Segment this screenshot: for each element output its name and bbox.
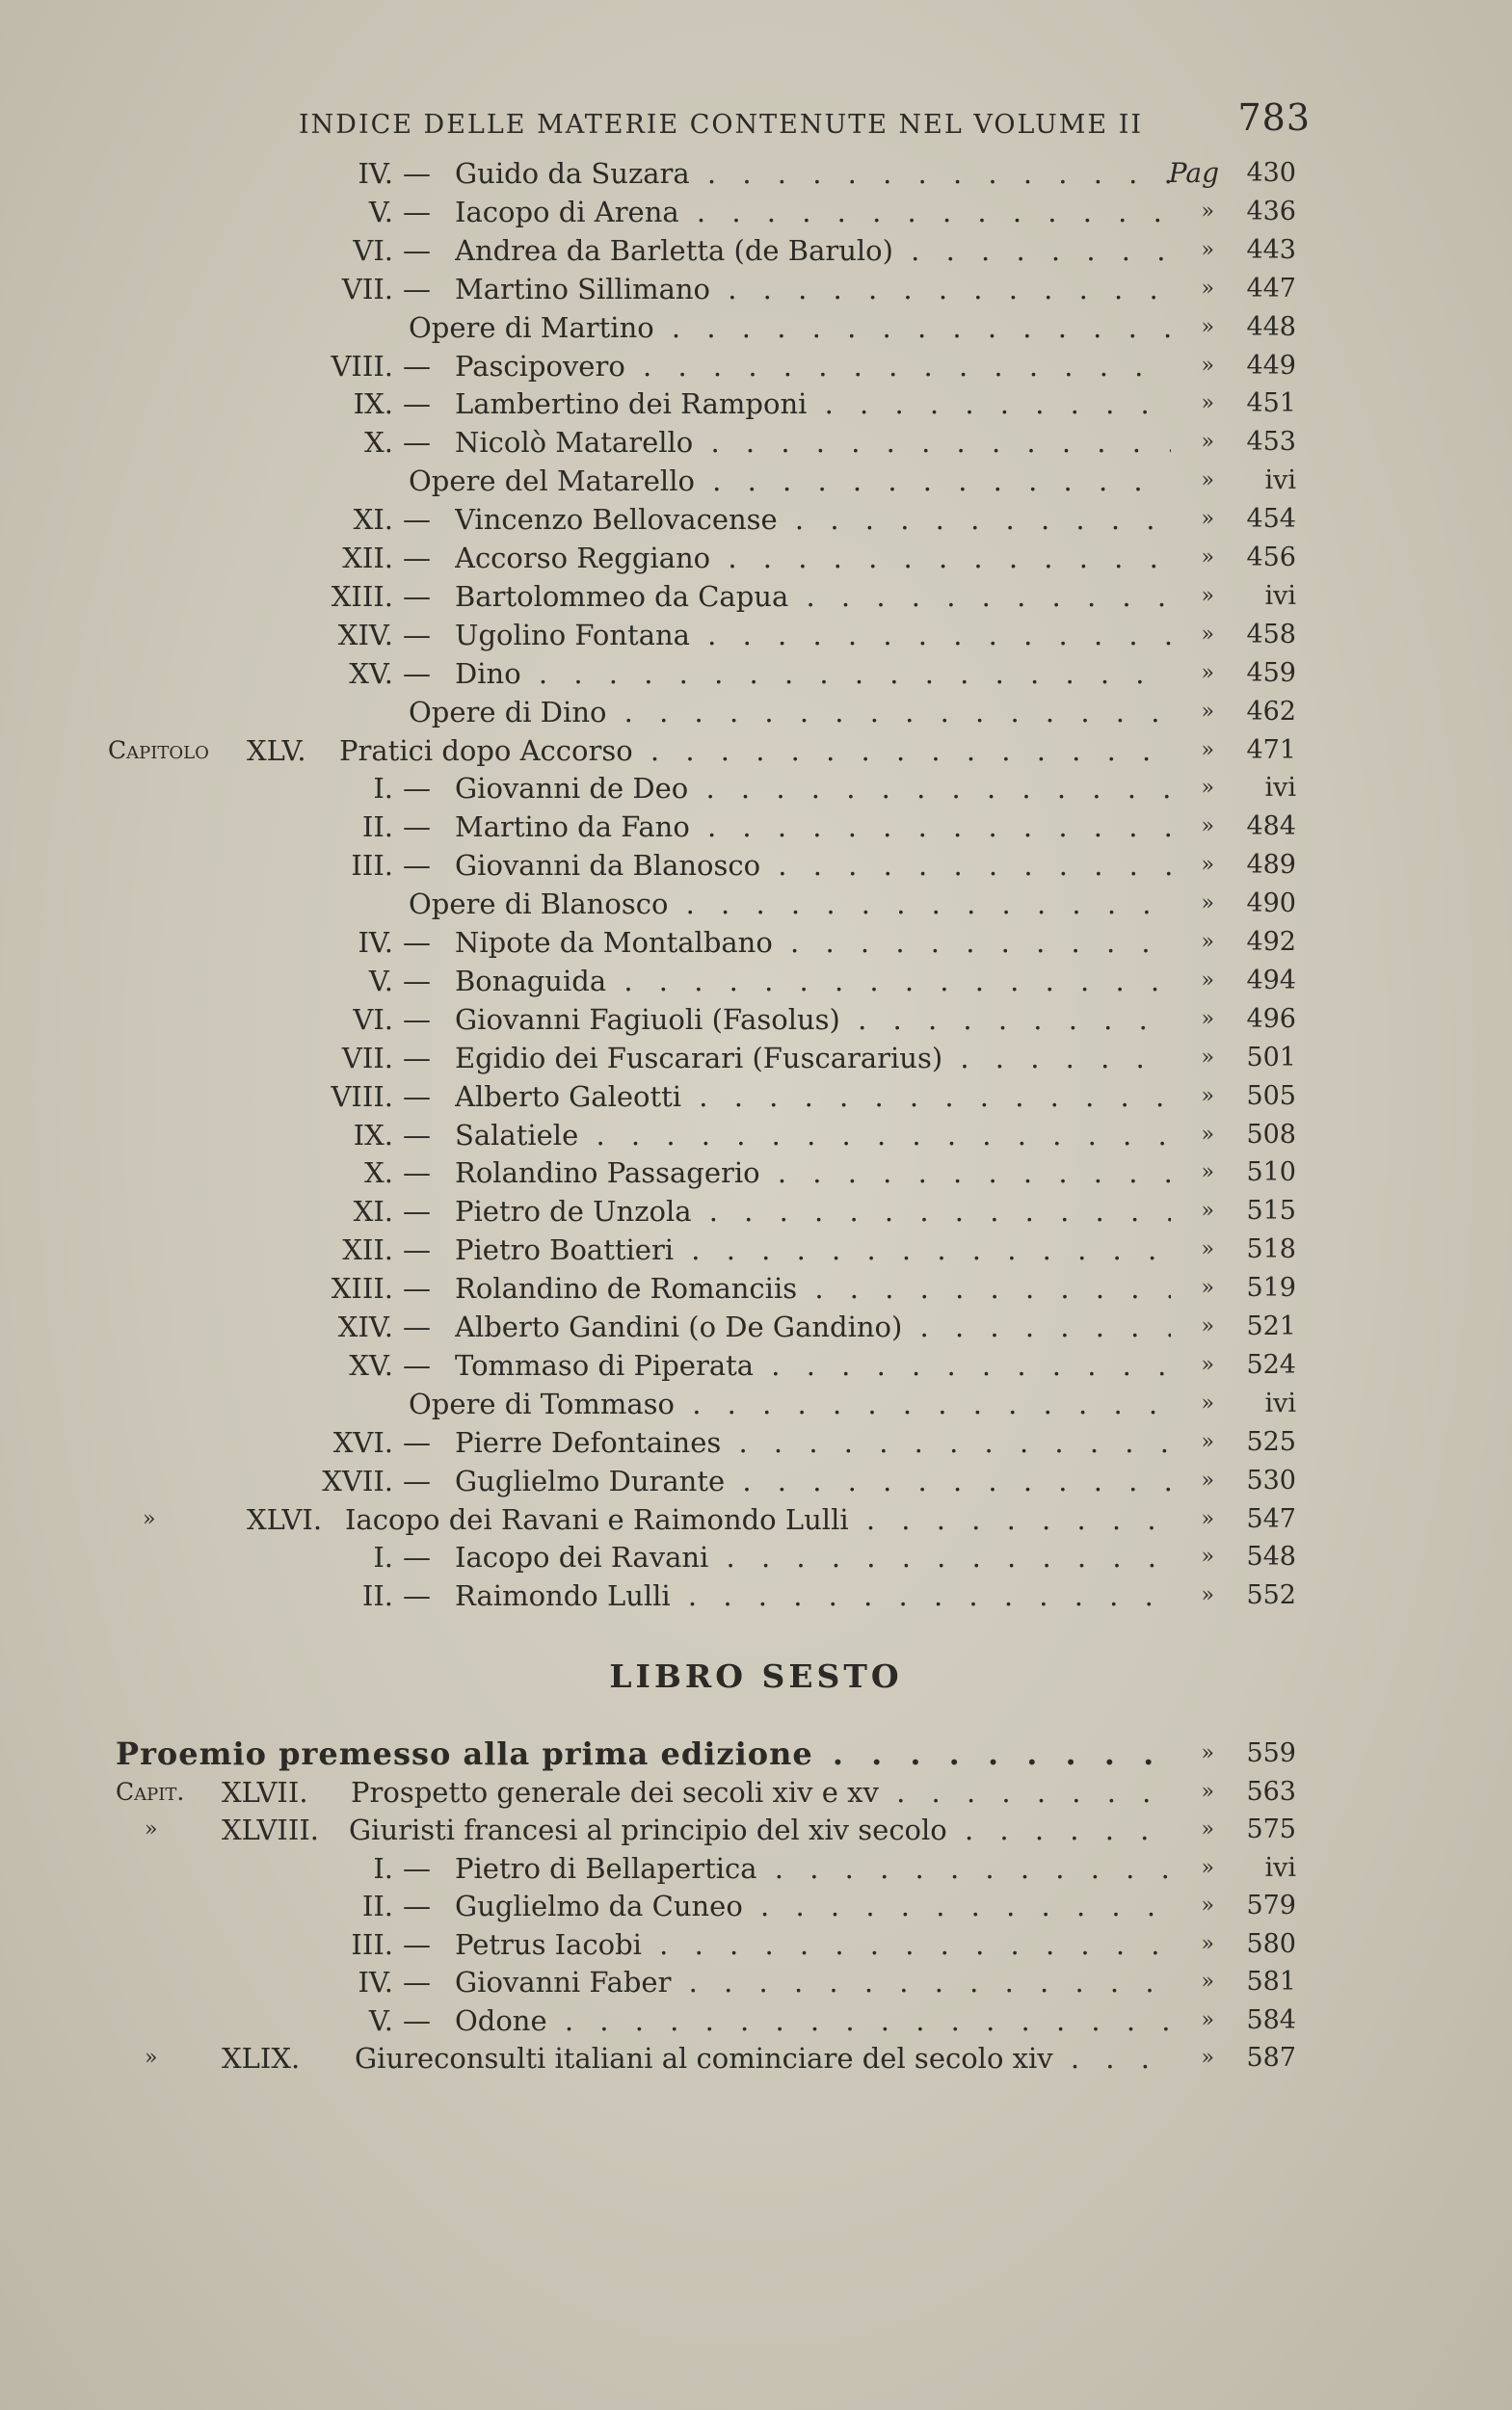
entry-number: IV. bbox=[358, 1966, 393, 1999]
entry-dash: — bbox=[403, 1464, 431, 1497]
ditto-mark: » bbox=[1201, 2007, 1214, 2032]
entry-title: Prospetto generale dei secoli xiv e xv . . . bbox=[351, 1773, 1171, 1812]
ditto-mark: » bbox=[1201, 1506, 1214, 1531]
ditto-mark: » bbox=[1201, 276, 1214, 301]
ditto-mark: » bbox=[1201, 814, 1214, 839]
entry-dash: — bbox=[403, 1851, 431, 1885]
entry-dash: — bbox=[403, 1311, 431, 1343]
entry-number: XVII. bbox=[322, 1464, 393, 1497]
entry-number: IX. bbox=[353, 1118, 393, 1152]
page-ref: 505 bbox=[1246, 1080, 1296, 1111]
entry-title: Guido da Suzara . . . bbox=[455, 154, 1171, 193]
entry-dash: — bbox=[403, 1425, 431, 1459]
ditto-mark: » bbox=[1201, 2046, 1214, 2070]
ditto-mark: » bbox=[1201, 1006, 1214, 1031]
entry-dash: — bbox=[403, 656, 431, 690]
entry-title: Giureconsulti italiani al cominciare del secolo xiv . . . bbox=[355, 2039, 1171, 2078]
entry-dash: — bbox=[403, 1118, 431, 1152]
index-entry bbox=[0, 1039, 1512, 1077]
page-ref: 462 bbox=[1246, 696, 1296, 727]
index-entry bbox=[0, 539, 1512, 577]
ditto-mark: » bbox=[1201, 353, 1214, 378]
entry-number: II. bbox=[361, 1579, 393, 1613]
page-ref: 510 bbox=[1246, 1157, 1296, 1188]
entry-number: VI. bbox=[353, 233, 393, 267]
ditto-mark: » bbox=[1201, 1199, 1214, 1224]
index-entry bbox=[0, 308, 1512, 347]
ditto-mark: » bbox=[1201, 1237, 1214, 1262]
index-entry bbox=[0, 2039, 1512, 2078]
page-ref: 524 bbox=[1246, 1349, 1296, 1380]
ditto-mark: » bbox=[1201, 430, 1214, 455]
ditto-mark: » bbox=[1201, 1855, 1214, 1880]
ditto-mark: » bbox=[1201, 1045, 1214, 1070]
page-ref: 548 bbox=[1246, 1542, 1296, 1573]
entry-title: Nicolò Matarello . . . bbox=[455, 423, 1171, 462]
running-title: INDICE DELLE MATERIE CONTENUTE NEL VOLUME II bbox=[299, 110, 1144, 140]
entry-dash: — bbox=[403, 964, 431, 997]
entry-number: V. bbox=[368, 2003, 393, 2037]
entry-dash: — bbox=[403, 1890, 431, 1922]
entry-dash: — bbox=[403, 233, 431, 267]
page-ref: 587 bbox=[1246, 2043, 1296, 2073]
entry-title: Rolandino de Romanciis . . . bbox=[455, 1269, 1171, 1308]
ditto-mark: » bbox=[1201, 967, 1214, 993]
entry-number: III. bbox=[351, 1927, 393, 1961]
entry-title: Vincenzo Bellovacense . . . bbox=[455, 500, 1171, 539]
entry-number: VIII. bbox=[331, 349, 393, 383]
entry-title: Raimondo Lulli . . . bbox=[455, 1576, 1171, 1615]
index-entry bbox=[0, 616, 1512, 654]
entry-number: XII. bbox=[342, 1233, 393, 1267]
ditto-mark: » bbox=[1201, 1352, 1214, 1377]
page-ref: 519 bbox=[1246, 1273, 1296, 1304]
page-ref: 559 bbox=[1246, 1738, 1296, 1768]
index-entry bbox=[0, 1811, 1512, 1849]
page-ref: 448 bbox=[1246, 311, 1296, 342]
entry-title: Pratici dopo Accorso . . . bbox=[339, 731, 1171, 770]
ditto-mark: » bbox=[1201, 199, 1214, 224]
page-ref: 508 bbox=[1246, 1119, 1296, 1150]
entry-dash: — bbox=[403, 542, 431, 574]
entry-number: XVI. bbox=[332, 1425, 393, 1459]
index-entry bbox=[0, 808, 1512, 846]
ditto-mark: » bbox=[1201, 1468, 1214, 1493]
index-entry bbox=[0, 231, 1512, 270]
entry-number: XV. bbox=[349, 656, 393, 690]
entry-title: Giovanni de Deo . . . bbox=[455, 769, 1171, 808]
index-entry bbox=[0, 693, 1512, 731]
ditto-mark: » bbox=[1201, 507, 1214, 532]
page-ref: ivi bbox=[1264, 580, 1296, 611]
page-ref: 459 bbox=[1246, 657, 1296, 688]
index-entry bbox=[0, 423, 1512, 462]
page-ref: ivi bbox=[1264, 773, 1296, 804]
index-entry bbox=[0, 731, 1512, 770]
index-entry bbox=[0, 154, 1512, 193]
entry-number: XI. bbox=[353, 1195, 393, 1229]
index-entry bbox=[0, 1735, 1512, 1773]
entry-title: Alberto Galeotti . . . bbox=[455, 1077, 1171, 1116]
page-ref: 443 bbox=[1246, 234, 1296, 265]
index-entry bbox=[0, 1116, 1512, 1154]
entry-dash: — bbox=[403, 195, 431, 228]
ditto-mark: » bbox=[1201, 699, 1214, 724]
entry-number: VII. bbox=[341, 1041, 393, 1074]
chapter-label: » bbox=[145, 1817, 158, 1841]
entry-title: Proemio premesso alla prima edizione . . . bbox=[116, 1735, 1171, 1773]
entry-dash: — bbox=[403, 1927, 431, 1961]
entry-title: Guglielmo Durante . . . bbox=[455, 1462, 1171, 1500]
page-ref: 453 bbox=[1246, 427, 1296, 458]
entry-number: IV. bbox=[358, 926, 393, 959]
index-entry bbox=[0, 1192, 1512, 1231]
entry-number: XIV. bbox=[337, 1311, 393, 1343]
ditto-mark: » bbox=[1201, 1970, 1214, 1994]
entry-title: Bartolommeo da Capua . . . bbox=[455, 577, 1171, 616]
entry-dash: — bbox=[403, 772, 431, 806]
index-entry bbox=[0, 384, 1512, 423]
entry-title: Opere di Martino . . . bbox=[409, 308, 1171, 347]
index-entry bbox=[0, 1925, 1512, 1964]
page-ref: 436 bbox=[1246, 196, 1296, 226]
ditto-mark: » bbox=[1201, 314, 1214, 339]
entry-title: Pietro Boattieri . . . bbox=[455, 1231, 1171, 1269]
ditto-mark: » bbox=[1201, 583, 1214, 608]
entry-title: Giuristi francesi al principio del xiv secolo . . . bbox=[349, 1811, 1171, 1849]
index-entry bbox=[0, 1576, 1512, 1615]
index-entry bbox=[0, 1000, 1512, 1039]
page-ref: 490 bbox=[1246, 888, 1296, 919]
ditto-mark: » bbox=[1201, 737, 1214, 762]
entry-number: XLVII. bbox=[222, 1775, 308, 1809]
index-entry bbox=[0, 654, 1512, 693]
page-ref: 581 bbox=[1246, 1967, 1296, 1997]
index-entry bbox=[0, 1153, 1512, 1192]
entry-title: Bonaguida . . . bbox=[455, 962, 1171, 1000]
entry-title: Iacopo dei Ravani e Raimondo Lulli . . . bbox=[345, 1500, 1171, 1539]
entry-title: Ugolino Fontana . . . bbox=[455, 616, 1171, 654]
page-number: 783 bbox=[1237, 96, 1311, 139]
entry-title: Nipote da Montalbano . . . bbox=[455, 923, 1171, 962]
page-ref: 458 bbox=[1246, 619, 1296, 649]
page-ref: 456 bbox=[1246, 543, 1296, 572]
entry-number: VIII. bbox=[331, 1079, 393, 1113]
entry-title: Opere di Tommaso . . . bbox=[409, 1385, 1171, 1423]
page-ref: 515 bbox=[1246, 1196, 1296, 1227]
entry-title: Iacopo dei Ravani . . . bbox=[455, 1538, 1171, 1576]
index-entry bbox=[0, 1269, 1512, 1308]
entry-title: Iacopo di Arena . . . bbox=[455, 193, 1171, 231]
entry-number: I. bbox=[373, 1851, 393, 1885]
ditto-mark: » bbox=[1201, 545, 1214, 569]
entry-dash: — bbox=[403, 1079, 431, 1113]
ditto-mark: » bbox=[1201, 237, 1214, 262]
entry-title: Egidio dei Fuscarari (Fuscararius) . . . bbox=[455, 1039, 1171, 1077]
entry-dash: — bbox=[403, 618, 431, 651]
entry-title: Salatiele . . . bbox=[455, 1116, 1171, 1154]
index-entry bbox=[0, 270, 1512, 308]
entry-number: VII. bbox=[341, 272, 393, 305]
entry-title: Tommaso di Piperata . . . bbox=[455, 1346, 1171, 1385]
entry-number: XLV. bbox=[247, 733, 306, 767]
chapter-label: » bbox=[145, 2046, 158, 2070]
entry-number: V. bbox=[368, 195, 393, 228]
index-entry bbox=[0, 1849, 1512, 1888]
page-ref: 575 bbox=[1246, 1814, 1296, 1844]
entry-number: II. bbox=[361, 810, 393, 844]
entry-number: XI. bbox=[353, 503, 393, 537]
page-ref: 525 bbox=[1246, 1426, 1296, 1457]
page-ref: 579 bbox=[1246, 1891, 1296, 1920]
entry-dash: — bbox=[403, 1541, 431, 1575]
entry-number: I. bbox=[373, 1541, 393, 1575]
index-entry bbox=[0, 1963, 1512, 2001]
index-entry bbox=[0, 1462, 1512, 1500]
index-entry bbox=[0, 1773, 1512, 1812]
index-entry bbox=[0, 577, 1512, 616]
ditto-mark: » bbox=[1201, 1545, 1214, 1570]
ditto-mark: » bbox=[1201, 468, 1214, 493]
entry-title: Opere di Dino . . . bbox=[409, 693, 1171, 731]
entry-dash: — bbox=[403, 157, 431, 190]
entry-dash: — bbox=[403, 349, 431, 383]
index-entry bbox=[0, 500, 1512, 539]
ditto-mark: » bbox=[1201, 853, 1214, 878]
page-ref: 552 bbox=[1246, 1580, 1296, 1611]
ditto-mark: » bbox=[1201, 1583, 1214, 1608]
entry-title: Petrus Iacobi . . . bbox=[455, 1925, 1171, 1964]
entry-number: VI. bbox=[353, 1002, 393, 1036]
entry-dash: — bbox=[403, 579, 431, 613]
ditto-mark: » bbox=[1201, 1122, 1214, 1147]
entry-dash: — bbox=[403, 2003, 431, 2037]
entry-title: Martino da Fano . . . bbox=[455, 808, 1171, 846]
entry-title: Rolandino Passagerio . . . bbox=[455, 1153, 1171, 1192]
ditto-mark: » bbox=[1201, 1741, 1214, 1765]
entry-title: Odone . . . bbox=[455, 2001, 1171, 2040]
entry-title: Guglielmo da Cuneo . . . bbox=[455, 1887, 1171, 1925]
index-entry bbox=[0, 1423, 1512, 1462]
page-abbrev: Pag bbox=[1168, 157, 1219, 189]
entry-number: X. bbox=[364, 1156, 393, 1190]
page-ref: 521 bbox=[1246, 1311, 1296, 1341]
entry-number: XV. bbox=[349, 1348, 393, 1382]
page-ref: 489 bbox=[1246, 850, 1296, 881]
page-ref: 449 bbox=[1246, 350, 1296, 381]
ditto-mark: » bbox=[1201, 622, 1214, 647]
entry-number: II. bbox=[361, 1890, 393, 1922]
index-entry bbox=[0, 1231, 1512, 1269]
index-entry bbox=[0, 769, 1512, 808]
ditto-mark: » bbox=[1201, 660, 1214, 685]
entry-title: Pierre Defontaines . . . bbox=[455, 1423, 1171, 1462]
entry-number: V. bbox=[368, 964, 393, 997]
entry-title: Pietro de Unzola . . . bbox=[455, 1192, 1171, 1231]
ditto-mark: » bbox=[1201, 1429, 1214, 1454]
index-entry bbox=[0, 846, 1512, 885]
entry-dash: — bbox=[403, 503, 431, 537]
entry-title: Giovanni Fagiuoli (Fasolus) . . . bbox=[455, 1000, 1171, 1039]
ditto-mark: » bbox=[1201, 1817, 1214, 1841]
index-entry bbox=[0, 462, 1512, 500]
ditto-mark: » bbox=[1201, 1894, 1214, 1918]
entry-number: XLIX. bbox=[222, 2042, 301, 2075]
page-ref: 563 bbox=[1246, 1776, 1296, 1807]
entry-dash: — bbox=[403, 272, 431, 305]
page-ref: 492 bbox=[1246, 927, 1296, 957]
page-ref: 580 bbox=[1246, 1928, 1296, 1959]
page-ref: 530 bbox=[1246, 1465, 1296, 1496]
entry-title: Pascipovero . . . bbox=[455, 347, 1171, 385]
page-ref: ivi bbox=[1264, 1852, 1296, 1883]
entry-number: XII. bbox=[342, 542, 393, 574]
entry-title: Dino . . . bbox=[455, 654, 1171, 693]
ditto-mark: » bbox=[1201, 391, 1214, 416]
index-entry bbox=[0, 1385, 1512, 1423]
entry-number: X. bbox=[364, 426, 393, 460]
page-ref: 496 bbox=[1246, 1003, 1296, 1034]
index-entry bbox=[0, 962, 1512, 1000]
entry-title: Opere di Blanosco . . . bbox=[409, 885, 1171, 923]
index-entry bbox=[0, 885, 1512, 923]
entry-title: Giovanni Faber . . . bbox=[455, 1963, 1171, 2001]
entry-dash: — bbox=[403, 1002, 431, 1036]
page-ref: 501 bbox=[1246, 1042, 1296, 1073]
index-entry bbox=[0, 1346, 1512, 1385]
index-entry bbox=[0, 1500, 1512, 1539]
page-ref: 471 bbox=[1246, 734, 1296, 765]
page-ref: 447 bbox=[1246, 273, 1296, 304]
index-entry bbox=[0, 193, 1512, 231]
chapter-label: Capit. bbox=[116, 1777, 185, 1806]
entry-dash: — bbox=[403, 1041, 431, 1074]
page-ref: 454 bbox=[1246, 504, 1296, 535]
page-ref: 494 bbox=[1246, 965, 1296, 995]
entry-dash: — bbox=[403, 1348, 431, 1382]
page-ref: 430 bbox=[1246, 158, 1296, 188]
entry-dash: — bbox=[403, 1233, 431, 1267]
entry-number: XIII. bbox=[331, 579, 393, 613]
ditto-mark: » bbox=[1201, 930, 1214, 954]
index-entry bbox=[0, 923, 1512, 962]
page-ref: ivi bbox=[1264, 1388, 1296, 1418]
book-heading: LIBRO SESTO bbox=[609, 1657, 903, 1695]
ditto-mark: » bbox=[1201, 1390, 1214, 1416]
entry-title: Pietro di Bellapertica . . . bbox=[455, 1849, 1171, 1888]
ditto-mark: » bbox=[1201, 1160, 1214, 1185]
entry-number: IV. bbox=[358, 157, 393, 190]
ditto-mark: » bbox=[1201, 1314, 1214, 1338]
entry-title: Opere del Matarello . . . bbox=[409, 462, 1171, 500]
ditto-mark: » bbox=[1201, 1779, 1214, 1804]
index-entry bbox=[0, 347, 1512, 385]
entry-title: Accorso Reggiano . . . bbox=[455, 539, 1171, 577]
entry-title: Giovanni da Blanosco . . . bbox=[455, 846, 1171, 885]
entry-dash: — bbox=[403, 1966, 431, 1999]
ditto-mark: » bbox=[1201, 776, 1214, 801]
ditto-mark: » bbox=[1201, 1083, 1214, 1108]
entry-number: I. bbox=[373, 772, 393, 806]
index-entry bbox=[0, 1538, 1512, 1576]
index-entry bbox=[0, 2001, 1512, 2040]
entry-dash: — bbox=[403, 1272, 431, 1306]
running-head bbox=[299, 96, 1311, 145]
entry-dash: — bbox=[403, 1156, 431, 1190]
entry-number: XLVI. bbox=[247, 1502, 323, 1536]
entry-dash: — bbox=[403, 1579, 431, 1613]
entry-dash: — bbox=[403, 1195, 431, 1229]
entry-number: III. bbox=[351, 849, 393, 883]
page-ref: 547 bbox=[1246, 1503, 1296, 1534]
entry-number: IX. bbox=[353, 387, 393, 421]
ditto-mark: » bbox=[1201, 1931, 1214, 1956]
entry-dash: — bbox=[403, 849, 431, 883]
entry-title: Martino Sillimano . . . bbox=[455, 270, 1171, 308]
page-ref: 451 bbox=[1246, 388, 1296, 419]
entry-dash: — bbox=[403, 810, 431, 844]
ditto-mark: » bbox=[1201, 1276, 1214, 1301]
page-ref: ivi bbox=[1264, 465, 1296, 496]
entry-number: XLVIII. bbox=[222, 1814, 319, 1846]
entry-dash: — bbox=[403, 426, 431, 460]
index-entry bbox=[0, 1308, 1512, 1346]
entry-title: Alberto Gandini (o De Gandino) . . . bbox=[455, 1308, 1171, 1346]
entry-title: Lambertino dei Ramponi . . . bbox=[455, 384, 1171, 423]
entry-dash: — bbox=[403, 926, 431, 959]
chapter-label: Capitolo bbox=[108, 735, 209, 764]
entry-number: XIV. bbox=[337, 618, 393, 651]
entry-dash: — bbox=[403, 387, 431, 421]
ditto-mark: » bbox=[1201, 891, 1214, 916]
page-ref: 584 bbox=[1246, 2004, 1296, 2035]
index-entry bbox=[0, 1887, 1512, 1925]
page-ref: 518 bbox=[1246, 1234, 1296, 1265]
entry-number: XIII. bbox=[331, 1272, 393, 1306]
index-entry bbox=[0, 1077, 1512, 1116]
chapter-label: » bbox=[143, 1506, 156, 1531]
entry-title: Andrea da Barletta (de Barulo) . . . bbox=[455, 231, 1171, 270]
page-ref: 484 bbox=[1246, 811, 1296, 842]
